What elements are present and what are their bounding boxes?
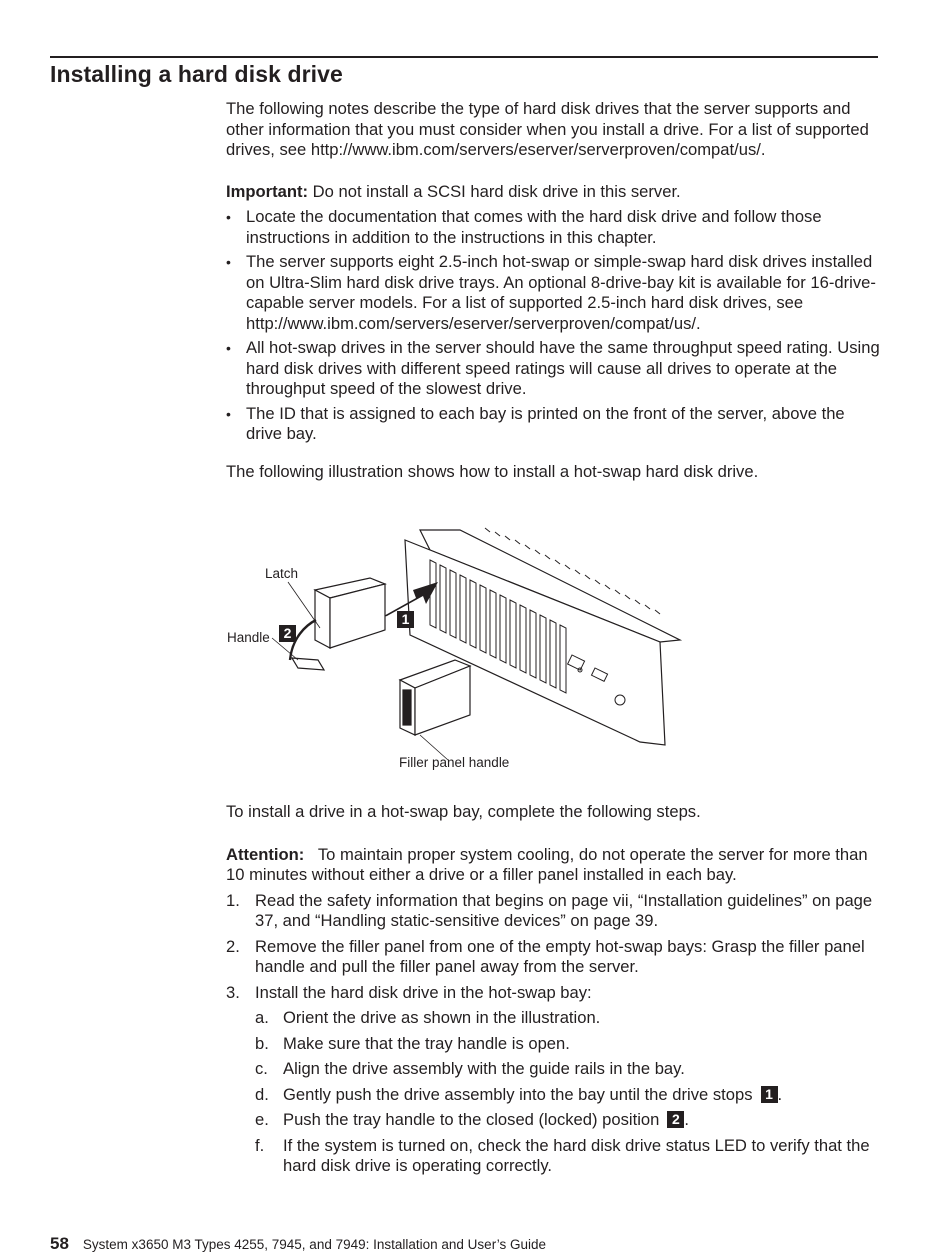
- list-item: [255, 1085, 881, 1106]
- list-item: [255, 1136, 881, 1177]
- important-text: Do not install a SCSI hard disk drive in this server.: [312, 181, 681, 201]
- heading-rule: [50, 56, 878, 58]
- hard-disk-drive: [290, 578, 385, 670]
- substep-text: Make sure that the tray handle is open.: [283, 1033, 570, 1053]
- steps-section: [226, 802, 881, 1182]
- list-item: [226, 983, 881, 1177]
- step-number: 2.: [226, 936, 240, 956]
- step-number: 3.: [226, 982, 240, 1002]
- important-note: [226, 182, 881, 203]
- step-text: Read the safety information that begins on page vii, “Installation guidelines” on page 37, and “Handling static-sensitive devices” on page 39.: [255, 890, 873, 930]
- list-item: [255, 1059, 881, 1080]
- install-drive-illustration: [220, 520, 700, 780]
- step-number: 1.: [226, 890, 240, 910]
- list-item: [255, 1008, 881, 1029]
- substep-text: Push the tray handle to the closed (locked) position: [283, 1110, 660, 1129]
- steps-intro: To install a drive in a hot-swap bay, complete the following steps.: [226, 802, 701, 821]
- list-item: [255, 1110, 881, 1131]
- substep-end: .: [684, 1110, 689, 1129]
- illustration-intro: The following illustration shows how to install a hot-swap hard disk drive.: [226, 461, 759, 481]
- substep-text: Gently push the drive assembly into the bay until the drive stops: [283, 1084, 753, 1104]
- substep-letter: a.: [255, 1008, 269, 1027]
- substep-text: Align the drive assembly with the guide rails in the bay.: [283, 1059, 685, 1078]
- step-text: Install the hard disk drive in the hot-swap bay:: [255, 982, 592, 1002]
- substep-letter: b.: [255, 1033, 269, 1053]
- list-item: [255, 1034, 881, 1055]
- footer-text: System x3650 M3 Types 4255, 7945, and 7949: Installation and User’s Guide: [82, 1237, 546, 1252]
- attention-label: Attention:: [226, 844, 305, 864]
- callout-2: 2: [279, 625, 296, 642]
- page-title: Installing a hard disk drive: [50, 61, 343, 87]
- substep-letter: d.: [255, 1084, 269, 1104]
- notes-section: [226, 99, 881, 482]
- callout-2: 2: [667, 1111, 684, 1128]
- attention-text: To maintain proper system cooling, do not operate the server for more than 10 minutes without either a drive or a filler panel installed in each bay.: [226, 844, 868, 884]
- list-item: • All hot-swap drives in the server should have the same throughput speed rating. Using hard disk drives with different speed ratings will cause all drives to operate at the throughput speed of the slowest drive.: [226, 338, 881, 400]
- filler-panel-handle-label: Filler panel handle: [399, 755, 510, 770]
- list-item: [226, 937, 881, 978]
- substep-letter: f.: [255, 1135, 265, 1155]
- handle-label: Handle: [227, 630, 270, 645]
- substep-letter: c.: [255, 1059, 268, 1078]
- substep-text: If the system is turned on, check the hard disk drive status LED to verify that the hard disk drive is operating correctly.: [283, 1135, 870, 1175]
- substep-text: Orient the drive as shown in the illustration.: [283, 1008, 601, 1027]
- list-item: • The ID that is assigned to each bay is printed on the front of the server, above the drive bay.: [226, 404, 881, 445]
- callout-1: 1: [761, 1086, 778, 1103]
- notes-list: [226, 207, 881, 445]
- latch-label: Latch: [265, 566, 299, 581]
- page-number: 58: [50, 1234, 69, 1253]
- substep-end: .: [777, 1084, 783, 1104]
- step-text: Remove the filler panel from one of the empty hot-swap bays: Grasp the filler panel handle and pull the filler panel away from the server.: [255, 936, 865, 976]
- server-drive-drawing: [220, 520, 700, 780]
- important-label: Important:: [226, 181, 309, 201]
- page-footer: [50, 1234, 546, 1254]
- attention-note: [226, 845, 881, 886]
- intro-paragraph: The following notes describe the type of hard disk drives that the server supports and other information that you must consider when you install a drive. For a list of supported drives, see http://www.ibm.com/servers/eserver/serverproven/compat/us/.: [226, 99, 869, 159]
- callout-1: 1: [397, 611, 414, 628]
- list-item: [226, 891, 881, 932]
- substep-letter: e.: [255, 1110, 269, 1129]
- list-item: • Locate the documentation that comes with the hard disk drive and follow those instructions in addition to the instructions in this chapter.: [226, 207, 881, 248]
- substeps-list: [255, 1008, 881, 1177]
- steps-list: [226, 891, 881, 1177]
- filler-panel: [400, 660, 470, 735]
- list-item: • The server supports eight 2.5-inch hot-swap or simple-swap hard disk drives installed on Ultra-Slim hard disk drive trays. An optional 8-drive-bay kit is available for 16-drive-capable server models. For a list of supported 2.5-inch hard disk drives, see http://www.ibm.com/servers/eserver/serverproven/compat/us/.: [226, 252, 881, 334]
